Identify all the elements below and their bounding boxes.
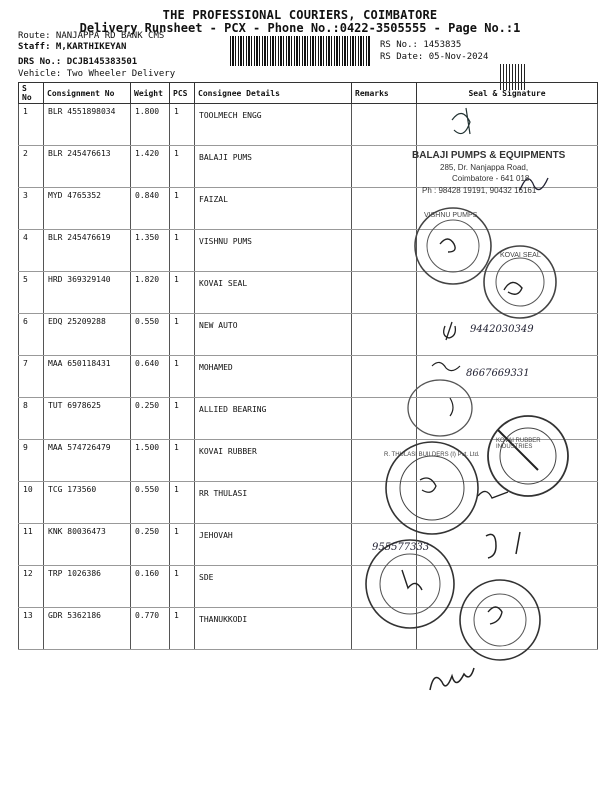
row-pcs-text: 1 — [174, 317, 179, 326]
row-weight-text: 1.820 — [135, 275, 160, 284]
row-weight-text: 0.640 — [135, 359, 160, 368]
thulasi-stamp-text: R. THULASI BUILDERS (I) Pvt. Ltd. — [384, 452, 480, 458]
vehicle-label: Vehicle: Two Wheeler Delivery — [18, 69, 176, 79]
row-pcs-text: 1 — [174, 443, 179, 452]
row-consignment-no-text: TRP 1026386 — [48, 569, 101, 578]
row-consignee-text: VISHNU PUMS — [199, 237, 252, 246]
row-consignee-text: NEW AUTO — [199, 321, 238, 330]
row-sno-text: 12 — [23, 569, 33, 578]
row-sno-text: 10 — [23, 485, 33, 494]
row-consignee-text: JEHOVAH — [199, 531, 233, 540]
row-consignee-text: SDE — [199, 573, 214, 582]
row-weight-text: 0.250 — [135, 527, 160, 536]
row-consignee-text: RR THULASI — [199, 489, 248, 498]
row-sno-text: 1 — [23, 107, 28, 116]
row-consignment-no-text: MAA 574726479 — [48, 443, 111, 452]
row-weight-text: 1.800 — [135, 107, 160, 116]
row-consignment-no-text: BLR 245476619 — [48, 233, 111, 242]
row-consignment-no-text: BLR 4551898034 — [48, 107, 116, 116]
row-sno-text: 7 — [23, 359, 28, 368]
row-consignment-no-text: EDQ 25209288 — [48, 317, 106, 326]
row-pcs-text: 1 — [174, 527, 179, 536]
balaji-stamp-phone: Ph : 98428 19191, 90432 16161 — [422, 186, 537, 195]
row-consignee-text: BALAJI PUMS — [199, 153, 252, 162]
row-weight-text: 1.350 — [135, 233, 160, 242]
handwritten-phone-row7: 9442030349 — [470, 324, 534, 335]
rs-number: RS No.: 1453835 — [380, 40, 462, 50]
row-sno-text: 13 — [23, 611, 33, 620]
row-sno-text: 9 — [23, 443, 28, 452]
row-pcs-text: 1 — [174, 485, 179, 494]
row-sno-text: 8 — [23, 401, 28, 410]
row-sno-text: 4 — [23, 233, 28, 242]
balaji-stamp-address1: 285, Dr. Nanjappa Road, — [440, 163, 529, 172]
row-consignee-text: MOHAMED — [199, 363, 233, 372]
staff-label: Staff: M,KARTHIKEYAN — [18, 42, 127, 52]
drs-number: DRS No.: DCJB145383501 — [18, 57, 138, 67]
col-consignment: Consignment No — [44, 83, 131, 104]
company-name: THE PROFESSIONAL COURIERS, COIMBATORE — [162, 8, 438, 22]
kovai-seal-stamp-text: KOVAI SEAL — [500, 252, 541, 259]
handwritten-phone-row12: 955577333 — [372, 542, 430, 553]
row-consignee-text: ALLIED BEARING — [199, 405, 267, 414]
row-weight-text: 0.770 — [135, 611, 160, 620]
row-weight-text: 1.420 — [135, 149, 160, 158]
vishnu-stamp-text: VISHNU PUMPS — [424, 212, 478, 219]
route-label: Route: NANJAPPA RD BANK CMS — [18, 31, 165, 41]
row-consignment-no-text: GDR 5362186 — [48, 611, 101, 620]
row-pcs-text: 1 — [174, 275, 179, 284]
row-weight-text: 0.550 — [135, 317, 160, 326]
row-weight-text: 0.550 — [135, 485, 160, 494]
row-sno-text: 3 — [23, 191, 28, 200]
col-remarks: Remarks — [352, 83, 417, 104]
row-pcs-text: 1 — [174, 191, 179, 200]
row-pcs-text: 1 — [174, 107, 179, 116]
row-consignment-no-text: MYD 4765352 — [48, 191, 101, 200]
row-pcs-text: 1 — [174, 611, 179, 620]
row-pcs-text: 1 — [174, 569, 179, 578]
col-seal-signature: Seal & Signature — [417, 83, 598, 104]
row-consignee-text: THANUKKODI — [199, 615, 248, 624]
row-consignment-no-text: KNK 80036473 — [48, 527, 106, 536]
row-consignment-no-text: HRD 369329140 — [48, 275, 111, 284]
balaji-stamp-address2: Coimbatore - 641 018. — [452, 174, 532, 183]
row-consignee-text: FAIZAL — [199, 195, 228, 204]
handwritten-phone-row8: 8667669331 — [466, 368, 530, 379]
rs-date: RS Date: 05-Nov-2024 — [380, 52, 489, 62]
row-pcs-text: 1 — [174, 401, 179, 410]
row-weight-text: 0.840 — [135, 191, 160, 200]
runsheet-title: Delivery Runsheet - PCX - Phone No.:0422-3505555 - Page No.:1 — [79, 21, 521, 35]
row-consignment-no-text: MAA 650118431 — [48, 359, 111, 368]
row-pcs-text: 1 — [174, 233, 179, 242]
row-consignment-no-text: BLR 245476613 — [48, 149, 111, 158]
row-pcs-text: 1 — [174, 359, 179, 368]
kovai-rubber-stamp-text: KOVAI RUBBER INDUSTRIES — [496, 438, 541, 450]
row-sno-text: 5 — [23, 275, 28, 284]
row-sno-text: 2 — [23, 149, 28, 158]
row-consignee-text: TOOLMECH ENGG — [199, 111, 262, 120]
row-consignee-text: KOVAI RUBBER — [199, 447, 257, 456]
balaji-stamp-name: BALAJI PUMPS & EQUIPMENTS — [412, 150, 566, 161]
col-pcs: PCS — [170, 83, 195, 104]
row-consignment-no-text: TUT 6978625 — [48, 401, 101, 410]
row-weight-text: 0.250 — [135, 401, 160, 410]
col-sno: S No — [19, 83, 44, 104]
row-consignment-no-text: TCG 173560 — [48, 485, 97, 494]
row-weight-text: 0.160 — [135, 569, 160, 578]
row-sno-text: 11 — [23, 527, 33, 536]
col-consignee: Consignee Details — [195, 83, 352, 104]
row-pcs-text: 1 — [174, 149, 179, 158]
row-weight-text: 1.500 — [135, 443, 160, 452]
row-sno-text: 6 — [23, 317, 28, 326]
row-consignee-text: KOVAI SEAL — [199, 279, 248, 288]
col-weight: Weight — [131, 83, 170, 104]
